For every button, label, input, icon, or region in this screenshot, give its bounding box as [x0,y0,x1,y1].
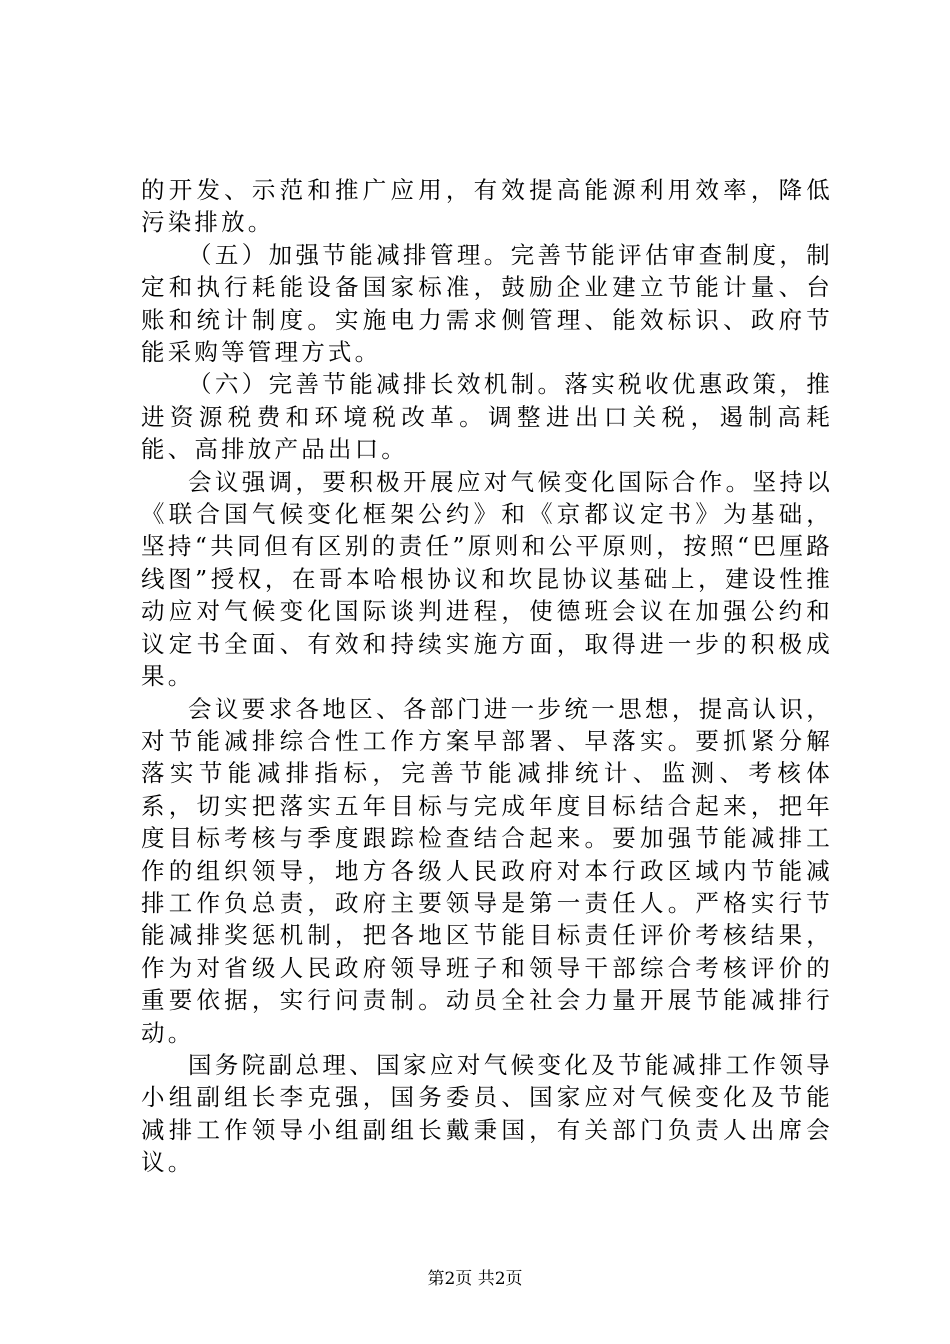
paragraph-international-cooperation: 会议强调，要积极开展应对气候变化国际合作。坚持以《联合国气候变化框架公约》和《京都议定书》为基础，坚持“共同但有区别的责任”原则和公平原则，按照“巴厘路线图”授权，在哥本哈根协议和坎昆协议基础上，建设性推动应对气候变化国际谈判进程，使德班会议在加强公约和议定书全面、有效和持续实施方面，取得进一步的积极成果。 [141,467,833,691]
paragraph-management: （五）加强节能减排管理。完善节能评估审查制度，制定和执行耗能设备国家标准，鼓励企业建立节能计量、台账和统计制度。实施电力需求侧管理、能效标识、政府节能采购等管理方式。 [141,240,833,367]
page-footer: 第2页 共2页 [427,1269,523,1289]
paragraph-continued: 的开发、示范和推广应用，有效提高能源利用效率，降低污染排放。 [141,176,833,237]
paragraph-attendees: 国务院副总理、国家应对气候变化及节能减排工作领导小组副组长李克强，国务委员、国家应对气候变化及节能减排工作领导小组副组长戴秉国，有关部门负责人出席会议。 [141,1050,833,1177]
paragraph-requirements: 会议要求各地区、各部门进一步统一思想，提高认识，对节能减排综合性工作方案早部署、早落实。要抓紧分解落实节能减排指标，完善节能减排统计、监测、考核体系，切实把落实五年目标与完成年度目标结合起来，把年度目标考核与季度跟踪检查结合起来。要加强节能减排工作的组织领导，地方各级人民政府对本行政区域内节能减排工作负总责，政府主要领导是第一责任人。严格实行节能减排奖惩机制，把各地区节能目标责任评价考核结果，作为对省级人民政府领导班子和领导干部综合考核评价的重要依据，实行问责制。动员全社会力量开展节能减排行动。 [141,694,833,1047]
body-text [141,174,833,1179]
paragraph-mechanism: （六）完善节能减排长效机制。落实税收优惠政策，推进资源税费和环境税改革。调整进出口关税，遏制高耗能、高排放产品出口。 [141,370,833,464]
